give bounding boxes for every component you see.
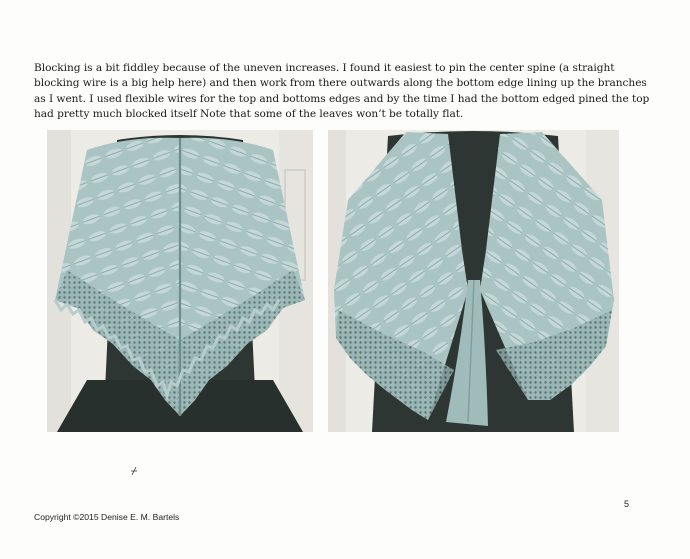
shawl-front-image bbox=[328, 130, 619, 432]
shawl-back-image bbox=[47, 130, 313, 432]
copyright-notice: Copyright ©2015 Denise E. M. Bartels bbox=[34, 512, 180, 522]
shawl-back-photo bbox=[47, 130, 313, 432]
body-paragraph: Blocking is a bit fiddley because of the uneven increases. I found it easiest to pin the center spine (a straight blocking wire is a big help here) and then work from there outwards along the bottom edge lining up the branches as I went. I used flexible wires for the top and bottoms edges and by the time I had the bottom edged pined the top had pretty much blocked itself Note that some of the leaves won’t be totally flat. bbox=[34, 61, 650, 121]
page-number: 5 bbox=[624, 499, 630, 509]
pencil-mark bbox=[130, 466, 138, 476]
shawl-front-photo bbox=[328, 130, 619, 432]
